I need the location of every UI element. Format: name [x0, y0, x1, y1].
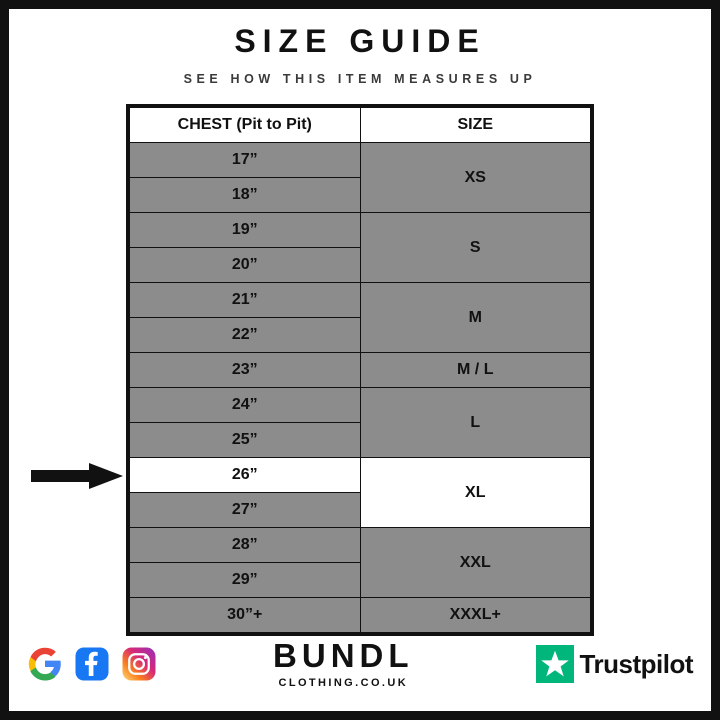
chest-cell: 27” — [130, 493, 361, 528]
chest-cell: 21” — [130, 283, 361, 318]
size-cell: XS — [360, 143, 591, 213]
star-icon — [536, 645, 574, 683]
chest-cell: 28” — [130, 528, 361, 563]
size-table-container — [126, 104, 594, 636]
chest-cell: 19” — [130, 213, 361, 248]
chest-cell: 22” — [130, 318, 361, 353]
size-cell: M / L — [360, 353, 591, 388]
chest-cell: 23” — [130, 353, 361, 388]
arrow-icon — [31, 461, 123, 491]
chest-cell: 29” — [130, 563, 361, 598]
brand-logo — [273, 639, 413, 689]
brand-website: CLOTHING.CO.UK — [278, 677, 409, 689]
chest-cell: 17” — [130, 143, 361, 178]
chest-cell: 25” — [130, 423, 361, 458]
table-row[interactable] — [130, 528, 591, 563]
table-row[interactable] — [130, 143, 591, 178]
google-icon[interactable] — [27, 646, 63, 682]
table-row[interactable] — [130, 213, 591, 248]
chest-cell: 20” — [130, 248, 361, 283]
chest-cell: 18” — [130, 178, 361, 213]
chest-cell: 24” — [130, 388, 361, 423]
column-header-size: SIZE — [360, 108, 591, 143]
size-table — [129, 107, 591, 633]
size-cell: L — [360, 388, 591, 458]
brand-name: BUNDL — [273, 637, 414, 674]
table-row-selected[interactable] — [130, 458, 591, 493]
size-cell: XXXL+ — [360, 598, 591, 633]
table-row[interactable] — [130, 353, 591, 388]
instagram-icon[interactable] — [121, 646, 157, 682]
footer — [9, 627, 711, 701]
table-row[interactable] — [130, 388, 591, 423]
table-row[interactable] — [130, 283, 591, 318]
page-title: SIZE GUIDE — [234, 23, 486, 59]
size-cell: S — [360, 213, 591, 283]
column-header-chest: CHEST (Pit to Pit) — [130, 108, 361, 143]
size-cell-selected: XL — [360, 458, 591, 528]
social-icons — [27, 646, 157, 682]
size-cell: M — [360, 283, 591, 353]
page-subtitle: SEE HOW THIS ITEM MEASURES UP — [183, 72, 537, 86]
trustpilot-label: Trustpilot — [579, 648, 693, 679]
size-cell: XXL — [360, 528, 591, 598]
chest-cell-selected: 26” — [130, 458, 361, 493]
trustpilot-logo[interactable] — [536, 645, 693, 683]
chest-cell: 30”+ — [130, 598, 361, 633]
facebook-icon[interactable] — [74, 646, 110, 682]
table-header-row — [130, 108, 591, 143]
